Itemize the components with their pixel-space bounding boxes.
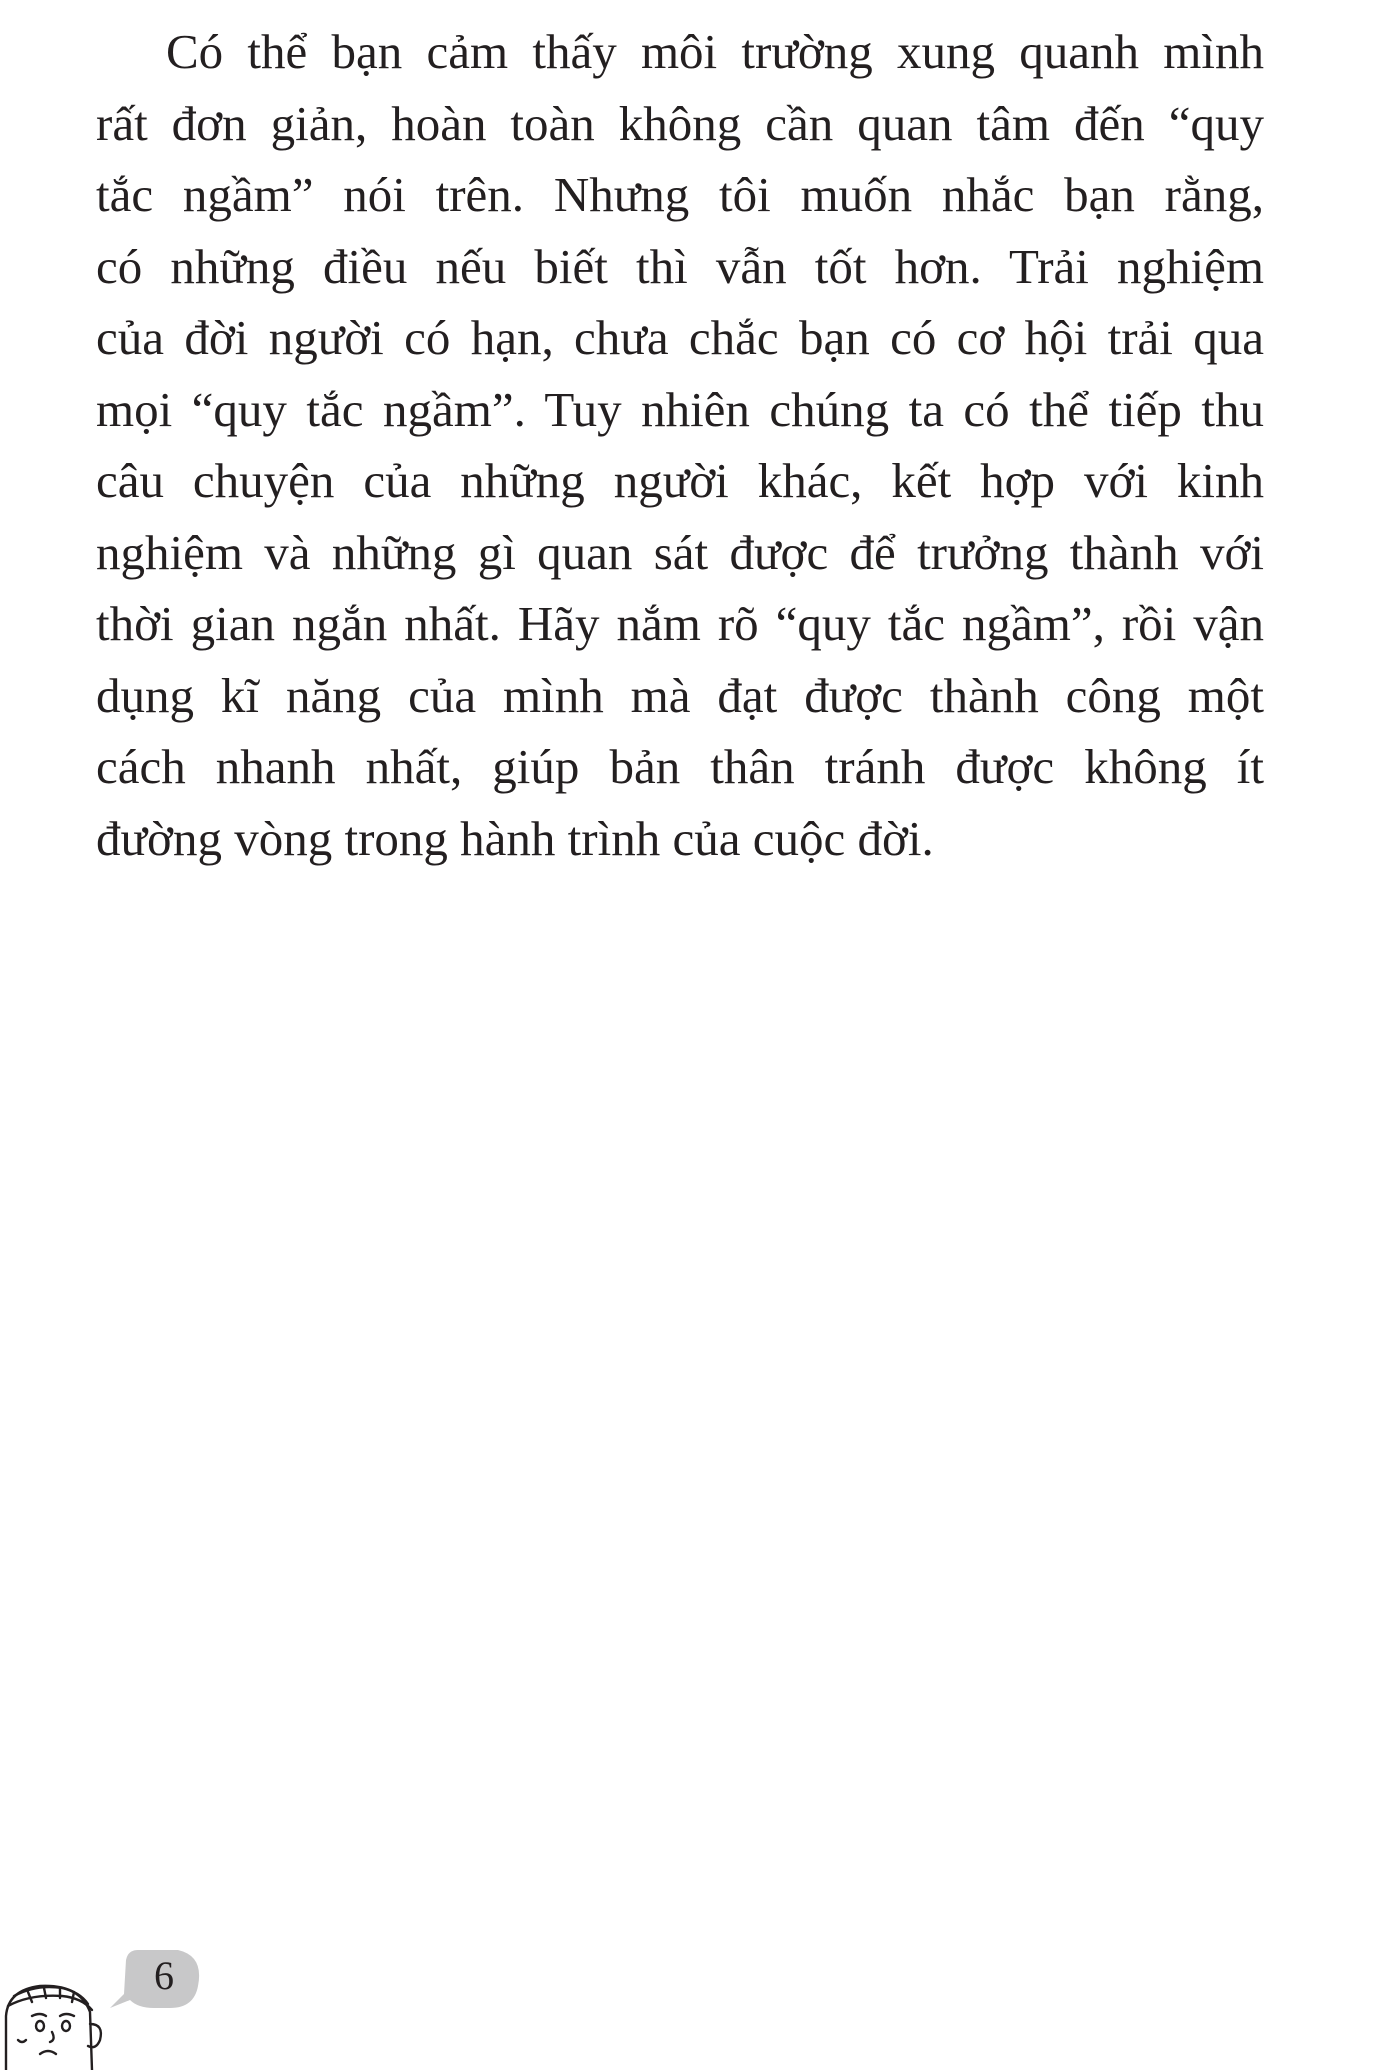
page-number-badge (108, 1946, 208, 2016)
text-line: rất đơn giản, hoàn toàn không cần quan tâm đến “quy (96, 95, 1264, 151)
page-number: 6 (154, 1953, 174, 1998)
text-line: câu chuyện của những người khác, kết hợp với kinh (96, 453, 1264, 508)
body-paragraph (96, 16, 1264, 874)
text-line: thời gian ngắn nhất. Hãy nắm rõ “quy tắc ngầm”, rồi vận (96, 596, 1264, 651)
text-line: tắc ngầm” nói trên. Nhưng tôi muốn nhắc bạn rằng, (96, 167, 1264, 222)
text-line: của đời người có hạn, chưa chắc bạn có cơ hội trải qua (96, 310, 1264, 365)
text-line: có những điều nếu biết thì vẫn tốt hơn. Trải nghiệm (96, 238, 1264, 294)
text-line: Có thể bạn cảm thấy môi trường xung quanh mình (166, 24, 1264, 79)
text-line: cách nhanh nhất, giúp bản thân tránh được không ít (96, 739, 1264, 794)
text-line: dụng kĩ năng của mình mà đạt được thành công một (96, 667, 1264, 723)
cartoon-face-icon (0, 1966, 110, 2070)
text-line: mọi “quy tắc ngầm”. Tuy nhiên chúng ta có thể tiếp thu (96, 381, 1264, 437)
text-line: đường vòng trong hành trình của cuộc đời. (96, 810, 934, 866)
text-line: nghiệm và những gì quan sát được để trưởng thành với (96, 524, 1264, 580)
